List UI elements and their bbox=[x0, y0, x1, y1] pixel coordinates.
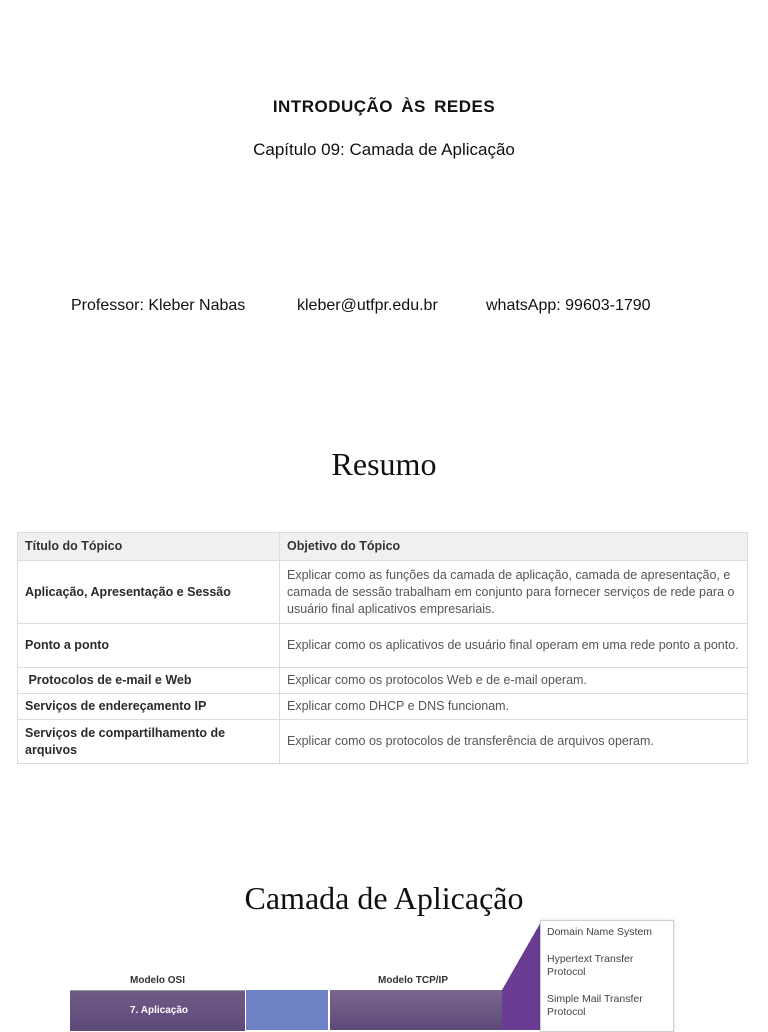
resumo-heading: Resumo bbox=[331, 446, 437, 482]
table-row bbox=[18, 624, 748, 668]
goal-cell: Explicar como DHCP e DNS funcionam. bbox=[280, 694, 748, 720]
topic-cell: Aplicação, Apresentação e Sessão bbox=[18, 561, 280, 624]
professor-name: Professor: Kleber Nabas bbox=[71, 297, 246, 314]
table-header-row bbox=[18, 533, 748, 561]
protocol-pointer bbox=[502, 920, 542, 1030]
goal-cell: Explicar como os protocolos de transferência de arquivos operam. bbox=[280, 720, 748, 764]
topic-cell: Serviços de compartilhamento de arquivos bbox=[18, 720, 280, 764]
goal-cell: Explicar como os protocolos Web e de e-mail operam. bbox=[280, 668, 748, 694]
goal-cell: Explicar como os aplicativos de usuário final operam em uma rede ponto a ponto. bbox=[280, 624, 748, 668]
topic-cell: Ponto a ponto bbox=[18, 624, 280, 668]
protocol-item: Simple Mail Transfer Protocol bbox=[547, 993, 643, 1018]
protocol-item: Domain Name System bbox=[547, 926, 653, 938]
osi-model-label: Modelo OSI bbox=[130, 975, 185, 986]
layer-model-diagram bbox=[70, 920, 690, 1024]
tcp-application-layer bbox=[330, 990, 502, 1030]
table-row bbox=[18, 720, 748, 764]
camada-heading: Camada de Aplicação bbox=[244, 880, 524, 916]
chapter-subtitle: Capítulo 09: Camada de Aplicação bbox=[253, 140, 515, 159]
osi-application-layer bbox=[70, 990, 245, 1031]
column-header-topic: Título do Tópico bbox=[18, 533, 280, 561]
protocol-list bbox=[540, 920, 674, 1032]
table-row bbox=[18, 694, 748, 720]
column-header-goal: Objetivo do Tópico bbox=[280, 533, 748, 561]
protocol-item: Hypertext Transfer Protocol bbox=[547, 953, 634, 978]
professor-whatsapp: whatsApp: 99603-1790 bbox=[486, 297, 651, 314]
topic-cell: Protocolos de e-mail e Web bbox=[18, 668, 280, 694]
osi-layer-label: 7. Aplicação bbox=[130, 1005, 188, 1016]
document-title: INTRODUÇÃO ÀS REDES bbox=[272, 97, 496, 116]
topic-cell: Serviços de endereçamento IP bbox=[18, 694, 280, 720]
table-row bbox=[18, 561, 748, 624]
goal-cell: Explicar como as funções da camada de aplicação, camada de apresentação, e camada de sessão trabalham em conjunto para fornecer serviços de rede para o usuário final aplicativos empresariais. bbox=[280, 561, 748, 624]
tcp-model-label: Modelo TCP/IP bbox=[378, 975, 448, 986]
topics-table bbox=[17, 532, 748, 764]
layer-connector bbox=[246, 990, 328, 1030]
professor-email: kleber@utfpr.edu.br bbox=[297, 297, 438, 314]
table-row bbox=[18, 668, 748, 694]
